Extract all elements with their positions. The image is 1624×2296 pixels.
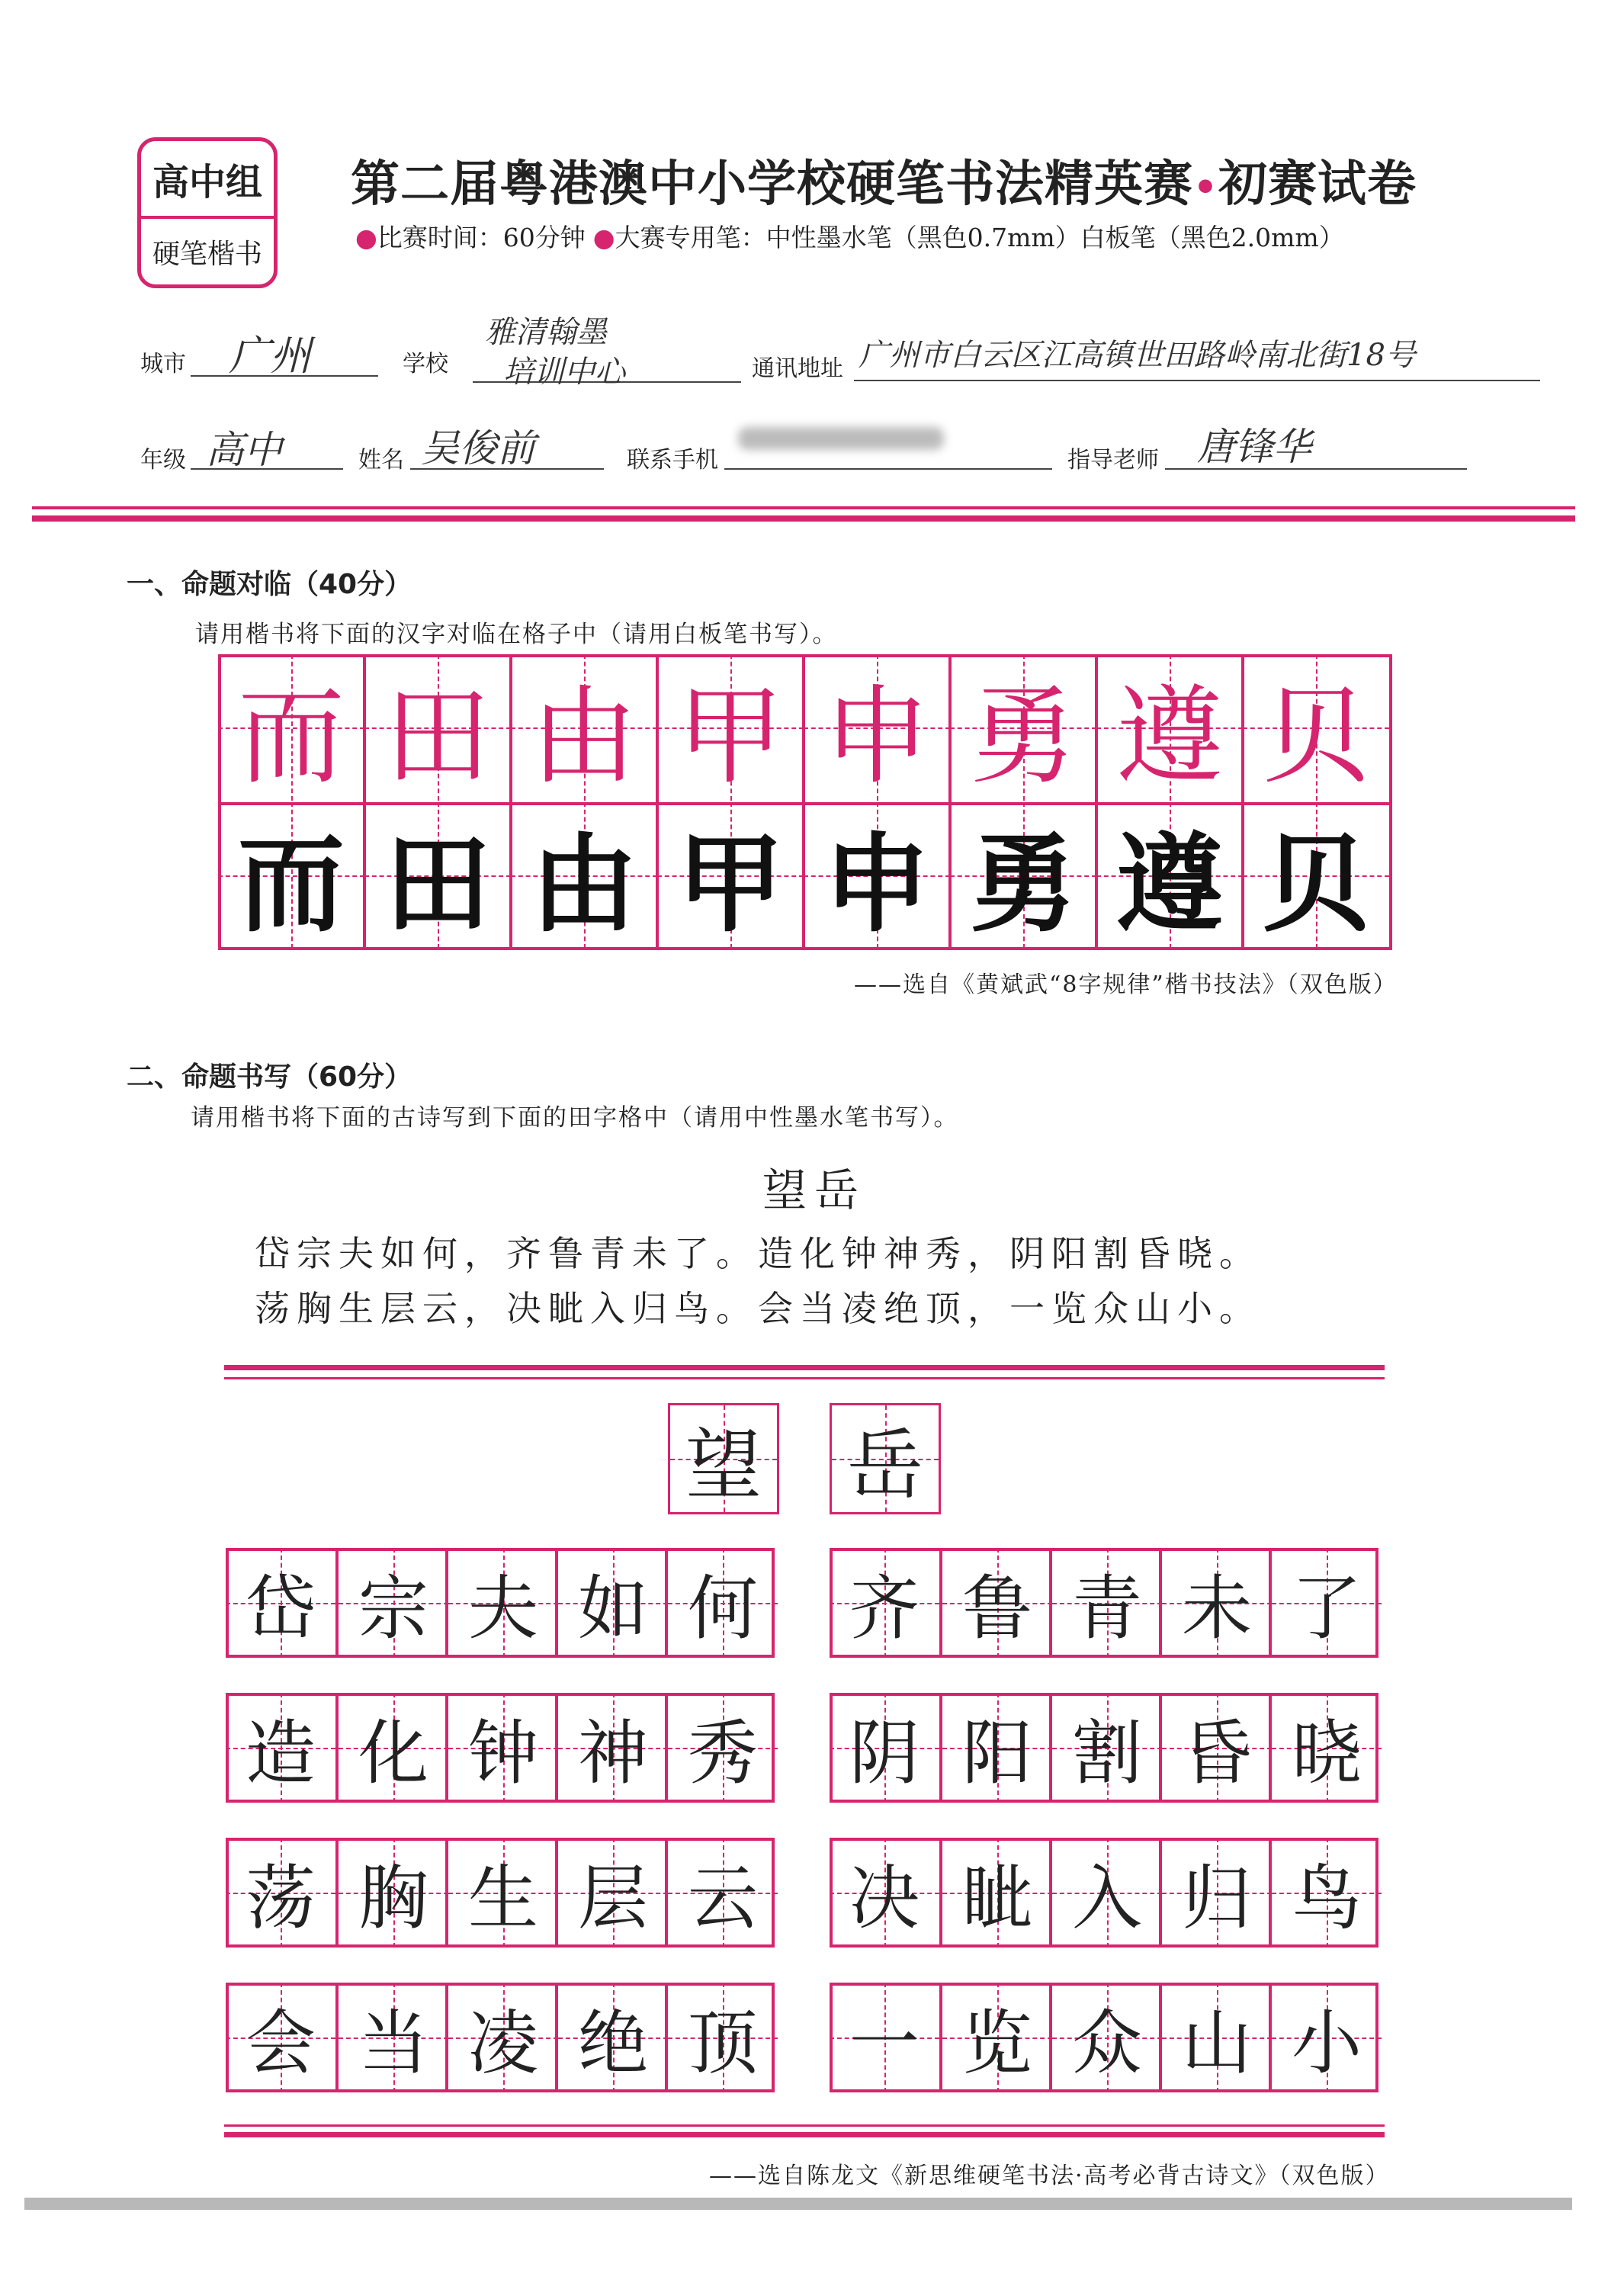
- grade-value: 高中: [206, 428, 282, 472]
- bullet-icon: ●: [592, 223, 615, 252]
- practice-char: 山: [1181, 2002, 1252, 2084]
- model-char: 而: [237, 674, 345, 799]
- practice-cell[interactable]: [555, 1548, 668, 1658]
- written-cell[interactable]: [511, 802, 657, 949]
- practice-char: 会: [245, 2002, 316, 2084]
- title-main: 第二届粤港澳中小学校硬笔书法精英赛: [351, 156, 1193, 213]
- model-cell: [1096, 654, 1243, 801]
- model-char: 勇: [969, 674, 1077, 799]
- header-divider: [32, 506, 1575, 509]
- practice-cell[interactable]: [1269, 1838, 1382, 1948]
- title-char: 岳: [847, 1421, 923, 1510]
- section2-source: ——选自陈龙文《新思维硬笔书法·高考必背古诗文》（双色版）: [709, 2163, 1390, 2189]
- practice-char: 云: [687, 1858, 758, 1939]
- practice-cell[interactable]: [335, 1983, 448, 2092]
- written-char: 而: [237, 821, 345, 947]
- model-char: 遵: [1115, 674, 1223, 799]
- model-char: 由: [530, 674, 637, 799]
- page-title: [351, 145, 1417, 215]
- practice-char: 决: [849, 1858, 920, 1939]
- practice-cell[interactable]: [1269, 1548, 1382, 1658]
- practice-cell[interactable]: [830, 1838, 939, 1948]
- written-cell[interactable]: [1243, 802, 1389, 949]
- practice-cell[interactable]: [226, 1838, 335, 1948]
- written-cell[interactable]: [804, 802, 950, 949]
- written-char: 申: [823, 821, 930, 947]
- practice-cell[interactable]: [1049, 1983, 1162, 2092]
- model-cell: [804, 654, 950, 801]
- poem-line-2: 荡胸生层云，决眦入归鸟。会当凌绝顶，一览众山小。: [255, 1288, 1261, 1329]
- practice-char: 造: [245, 1713, 316, 1794]
- practice-char: 胸: [358, 1858, 428, 1939]
- section1-source: ——选自《黄斌武“8字规律”楷书技法》（双色版）: [854, 971, 1398, 998]
- title-char: 望: [685, 1421, 762, 1510]
- practice-char: 化: [358, 1713, 428, 1794]
- practice-char: 鲁: [961, 1568, 1032, 1649]
- grade-label: 年级: [140, 447, 186, 474]
- model-char: 甲: [676, 674, 784, 799]
- practice-cell[interactable]: [830, 1693, 939, 1803]
- practice-cell[interactable]: [1159, 1838, 1272, 1948]
- model-char: 贝: [1262, 674, 1369, 799]
- model-cell: [950, 654, 1096, 801]
- practice-cell[interactable]: [335, 1693, 448, 1803]
- practice-cell[interactable]: [1269, 1983, 1382, 2092]
- school-value-2: 培训中心: [503, 355, 625, 390]
- teacher-label: 指导老师: [1067, 447, 1159, 474]
- exam-info: [355, 218, 1344, 254]
- grid-top-divider-thin: [224, 1377, 1385, 1379]
- practice-cell[interactable]: [445, 1693, 558, 1803]
- practice-char: 钟: [467, 1713, 538, 1794]
- practice-char: 齐: [849, 1568, 920, 1649]
- practice-char: 生: [467, 1858, 538, 1939]
- model-char: 田: [384, 674, 491, 799]
- model-cell: [218, 654, 364, 801]
- footer-bar: [24, 2198, 1572, 2210]
- practice-cell[interactable]: [1049, 1838, 1162, 1948]
- section1-title: 一、命题对临（40分）: [127, 569, 412, 600]
- practice-cell[interactable]: [1049, 1548, 1162, 1658]
- practice-cell[interactable]: [555, 1693, 668, 1803]
- practice-cell[interactable]: [665, 1983, 778, 2092]
- title-dot: •: [1193, 165, 1218, 210]
- practice-cell[interactable]: [1269, 1693, 1382, 1803]
- practice-char: 绝: [577, 2002, 648, 2084]
- written-char: 甲: [676, 821, 784, 947]
- practice-char: 一: [849, 2002, 920, 2084]
- practice-char: 入: [1071, 1858, 1142, 1939]
- school-value-1: 雅清翰墨: [485, 315, 607, 350]
- city-label: 城市: [140, 351, 186, 377]
- practice-cell[interactable]: [226, 1693, 335, 1803]
- written-cell[interactable]: [1096, 802, 1243, 949]
- practice-char: 岱: [245, 1568, 316, 1649]
- written-char: 遵: [1115, 821, 1223, 947]
- practice-cell[interactable]: [226, 1983, 335, 2092]
- practice-cell[interactable]: [939, 1838, 1052, 1948]
- practice-char: 阴: [849, 1713, 920, 1794]
- exam-pens: 大赛专用笔：中性墨水笔（黑色0.7mm）白板笔（黑色2.0mm）: [615, 223, 1344, 252]
- model-cell: [364, 654, 511, 801]
- practice-char: 顶: [687, 2002, 758, 2084]
- practice-char: 如: [577, 1568, 648, 1649]
- practice-char: 未: [1181, 1568, 1252, 1649]
- practice-char: 昏: [1181, 1713, 1252, 1794]
- header-divider-thick: [32, 515, 1575, 522]
- name-value: 吴俊前: [421, 426, 535, 470]
- practice-cell[interactable]: [226, 1548, 335, 1658]
- practice-char: 神: [577, 1713, 648, 1794]
- practice-char: 览: [961, 2002, 1032, 2084]
- badge-group: 高中组: [141, 141, 274, 219]
- practice-char: 归: [1181, 1858, 1252, 1939]
- exam-time: 比赛时间：60分钟: [377, 223, 586, 252]
- practice-char: 眦: [961, 1858, 1032, 1939]
- practice-char: 何: [687, 1568, 758, 1649]
- phone-blur: [738, 427, 944, 450]
- practice-char: 青: [1071, 1568, 1142, 1649]
- practice-char: 宗: [358, 1568, 428, 1649]
- title-cell[interactable]: [830, 1403, 941, 1514]
- practice-cell[interactable]: [335, 1838, 448, 1948]
- address-value: 广州市白云区江高镇世田路岭南北街18号: [859, 338, 1416, 373]
- model-cell: [1243, 654, 1389, 801]
- practice-cell[interactable]: [939, 1548, 1052, 1658]
- poem-title: 望岳: [762, 1164, 867, 1216]
- name-label: 姓名: [358, 447, 404, 474]
- written-char: 田: [384, 821, 491, 947]
- practice-char: 了: [1291, 1568, 1362, 1649]
- practice-char: 荡: [245, 1858, 316, 1939]
- practice-char: 众: [1071, 2002, 1142, 2084]
- practice-char: 当: [358, 2002, 428, 2084]
- section2-title: 二、命题书写（60分）: [127, 1061, 412, 1093]
- model-char: 申: [823, 674, 930, 799]
- badge-script: 硬笔楷书: [152, 238, 262, 270]
- practice-char: 小: [1291, 2002, 1362, 2084]
- practice-cell[interactable]: [445, 1548, 558, 1658]
- practice-cell[interactable]: [665, 1548, 778, 1658]
- bullet-icon: ●: [355, 223, 377, 252]
- practice-char: 凌: [467, 2002, 538, 2084]
- written-cell[interactable]: [218, 802, 364, 949]
- title-stage: 初赛试卷: [1218, 156, 1417, 213]
- practice-cell[interactable]: [335, 1548, 448, 1658]
- phone-label: 联系手机: [627, 447, 718, 474]
- practice-cell[interactable]: [445, 1838, 558, 1948]
- title-cell[interactable]: [668, 1403, 779, 1514]
- section2-instruction: 请用楷书将下面的古诗写到下面的田字格中（请用中性墨水笔书写）。: [191, 1104, 959, 1132]
- practice-char: 秀: [687, 1713, 758, 1794]
- school-label: 学校: [403, 351, 448, 377]
- written-cell[interactable]: [364, 802, 511, 949]
- written-char: 勇: [969, 821, 1077, 947]
- teacher-value: 唐锋华: [1197, 425, 1311, 469]
- address-label: 通讯地址: [752, 355, 843, 382]
- model-cell: [657, 654, 804, 801]
- practice-cell[interactable]: [830, 1983, 939, 2092]
- grid-top-divider: [224, 1365, 1385, 1370]
- practice-cell[interactable]: [939, 1983, 1052, 2092]
- practice-cell[interactable]: [555, 1838, 668, 1948]
- practice-char: 阳: [961, 1713, 1032, 1794]
- poem-line-1: 岱宗夫如何，齐鲁青未了。造化钟神秀，阴阳割昏晓。: [255, 1233, 1261, 1274]
- written-char: 贝: [1262, 821, 1369, 947]
- practice-cell[interactable]: [1049, 1693, 1162, 1803]
- practice-char: 层: [577, 1858, 648, 1939]
- practice-cell[interactable]: [830, 1548, 939, 1658]
- section1-instruction: 请用楷书将下面的汉字对临在格子中（请用白板笔书写）。: [195, 621, 838, 648]
- grid-bottom-divider: [224, 2132, 1385, 2137]
- practice-char: 夫: [467, 1568, 538, 1649]
- written-cell[interactable]: [950, 802, 1096, 949]
- practice-char: 割: [1071, 1713, 1142, 1794]
- practice-cell[interactable]: [555, 1983, 668, 2092]
- written-cell[interactable]: [657, 802, 804, 949]
- group-badge: [137, 137, 278, 288]
- city-value: 广州: [229, 332, 311, 380]
- practice-cell[interactable]: [1159, 1693, 1272, 1803]
- written-char: 由: [530, 821, 637, 947]
- practice-cell[interactable]: [445, 1983, 558, 2092]
- practice-char: 晓: [1291, 1713, 1362, 1794]
- practice-cell[interactable]: [665, 1693, 778, 1803]
- practice-cell[interactable]: [665, 1838, 778, 1948]
- practice-cell[interactable]: [939, 1693, 1052, 1803]
- grid-bottom-divider-thin: [224, 2124, 1385, 2127]
- practice-cell[interactable]: [1159, 1983, 1272, 2092]
- practice-cell[interactable]: [1159, 1548, 1272, 1658]
- practice-char: 鸟: [1291, 1858, 1362, 1939]
- model-cell: [511, 654, 657, 801]
